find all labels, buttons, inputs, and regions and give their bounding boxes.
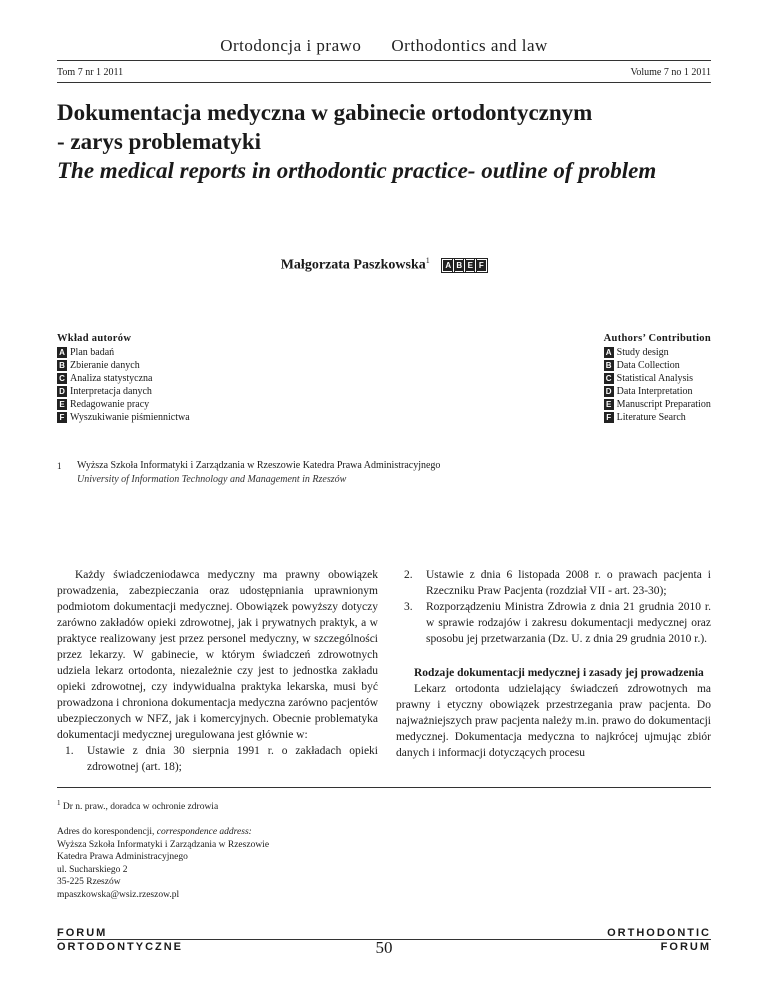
contribution-label: Statistical Analysis xyxy=(616,373,694,384)
page-number: 50 xyxy=(375,938,393,957)
footnote-number: 1 xyxy=(57,799,61,807)
title-pl-line2: - zarys problematyki xyxy=(57,129,262,154)
volume-pl: Tom 7 nr 1 2011 xyxy=(57,67,124,78)
contribution-label: Manuscript Preparation xyxy=(616,399,711,410)
affiliation xyxy=(57,459,711,489)
footnote xyxy=(57,799,218,812)
badge-icon: C xyxy=(604,373,614,384)
badge-icon: E xyxy=(604,399,614,410)
address-line: Wyższa Szkoła Informatyki i Zarządzania w Rzeszowie xyxy=(57,839,270,850)
meta-rule xyxy=(57,82,711,83)
contribution-en-item xyxy=(604,359,711,372)
contribution-label: Study design xyxy=(616,347,669,358)
author-name: Małgorzata Paszkowska xyxy=(280,257,426,273)
address-label-en: correspondence address: xyxy=(156,827,252,837)
body-paragraph: Każdy świadczeniodawca medyczny ma prawny obowiązek prowadzenia, zabezpieczania oraz udostępniania uprawnionym podmiotom dokumentacji medycznej. Obowiązek powyższy dotyczy zarówno zakładów opieki zdrowotnej, jak i prywatnych praktyk, a w praktyce realizowany jest przez personel medyczny, w szczególności przez lekarzy. W gabinecie, w którym świadczeń zdrowotnych udziela lekarz ortodonta, niezależnie czy jest to jednostka zakładu opieki zdrowotnej, czy indywidualna praktyka lekarska, musi być prowadzona i chroniona dokumentacja medyczna zarówno pacjentów ubezpieczonych w NFZ, jak i komercyjnych. Obecnie problematyka dokumentacji medycznej uregulowana jest głównie w: xyxy=(57,569,378,741)
list-text: Ustawie z dnia 6 listopada 2008 r. o prawach pacjenta i Rzeczniku Praw Pacjenta (rozdział VII - art. 23-30); xyxy=(426,569,711,597)
badge-icon: D xyxy=(604,386,614,397)
badge-icon: F xyxy=(604,412,614,423)
author-line xyxy=(0,256,768,274)
body-column-right xyxy=(396,567,711,761)
contribution-pl-item xyxy=(57,346,190,359)
volume-en: Volume 7 no 1 2011 xyxy=(630,67,711,78)
title-en: The medical reports in orthodontic practice- outline of problem xyxy=(57,158,657,183)
footer-journal-pl-line2: ORTODONTYCZNE xyxy=(57,941,184,953)
badge-icon: F xyxy=(57,412,67,423)
badge-icon: D xyxy=(57,386,67,397)
badge-icon: B xyxy=(57,360,67,371)
contribution-label: Plan badań xyxy=(70,347,115,358)
contribution-en-heading: Authors’ Contribution xyxy=(603,333,711,344)
legislation-list xyxy=(57,743,378,775)
list-item xyxy=(396,599,711,647)
contribution-en xyxy=(604,332,711,424)
header-rule xyxy=(57,60,711,61)
contribution-en-item xyxy=(604,372,711,385)
contribution-label: Zbieranie danych xyxy=(70,360,140,371)
badge-e-icon: E xyxy=(465,260,475,271)
list-number: 1. xyxy=(65,745,74,757)
contribution-pl-item xyxy=(57,385,190,398)
contribution-pl-item xyxy=(57,359,190,372)
list-text: Rozporządzeniu Ministra Zdrowia z dnia 21 grudnia 2010 r. w sprawie rodzajów i zakresu dokumentacji medycznej oraz sposobu jej przetwarzania (Dz. U. z dnia 29 grudnia 2010 r.). xyxy=(426,601,711,645)
contribution-label: Literature Search xyxy=(616,412,686,423)
contribution-en-item xyxy=(604,385,711,398)
list-item xyxy=(396,567,711,599)
author-affil-ref: 1 xyxy=(425,256,430,265)
contribution-label: Data Collection xyxy=(616,360,680,371)
legislation-list-continued xyxy=(396,567,711,647)
affiliation-pl: Wyższa Szkoła Informatyki i Zarządzania w Rzeszowie Katedra Prawa Administracyjnego xyxy=(77,460,441,471)
affiliation-number: 1 xyxy=(57,461,62,471)
running-head xyxy=(0,36,768,56)
contribution-en-item xyxy=(604,346,711,359)
section-heading xyxy=(396,665,711,681)
badge-f-icon: F xyxy=(476,260,486,271)
contribution-label: Data Interpretation xyxy=(616,386,693,397)
address-line: Katedra Prawa Administracyjnego xyxy=(57,852,188,862)
badge-icon: B xyxy=(604,360,614,371)
footer-journal-pl-line1: FORUM xyxy=(57,927,108,939)
section-heading-text: Rodzaje dokumentacji medycznej i zasady jej prowadzenia xyxy=(414,667,704,679)
contribution-pl-item xyxy=(57,411,190,424)
running-head-en: Orthodontics and law xyxy=(391,36,548,55)
contribution-label: Redagowanie pracy xyxy=(70,399,150,410)
badge-a-icon: A xyxy=(443,260,453,271)
footer-journal-en-line2: FORUM xyxy=(660,941,711,953)
body-column-left xyxy=(57,567,378,775)
contribution-pl xyxy=(57,332,190,424)
contribution-pl-item xyxy=(57,398,190,411)
contribution-label: Wyszukiwanie piśmiennictwa xyxy=(70,412,190,423)
footer-journal-en-line1: ORTHODONTIC xyxy=(607,927,711,939)
badge-icon: E xyxy=(57,399,67,410)
address-line: 35-225 Rzeszów xyxy=(57,877,121,887)
address-label-pl: Adres do korespondencji, xyxy=(57,827,155,837)
badge-icon: C xyxy=(57,373,67,384)
address-email: mpaszkowska@wsiz.rzeszow.pl xyxy=(57,889,180,900)
contribution-label: Analiza statystyczna xyxy=(70,373,153,384)
author-contribution-badges xyxy=(443,258,487,273)
badge-icon: A xyxy=(57,347,67,358)
address-line: ul. Sucharskiego 2 xyxy=(57,864,128,875)
title-pl-line1: Dokumentacja medyczna w gabinecie ortodontycznym xyxy=(57,100,593,125)
body-paragraph: Lekarz ortodonta udzielający świadczeń zdrowotnych ma prawny i etyczny obowiązek przestrzegania praw pacjenta. Do najważniejszych praw pacjenta należy m.in. prawo do dokumentacji medycznej. Dokumentacja medyczna to najkrócej ujmując zbiór danych i informacji dotyczących procesu xyxy=(396,683,711,759)
badge-b-icon: B xyxy=(454,260,464,271)
contribution-pl-heading: Wkład autorów xyxy=(57,333,132,344)
footnote-text: Dr n. praw., doradca w ochronie zdrowia xyxy=(62,802,219,813)
contribution-pl-item xyxy=(57,372,190,385)
correspondence-address xyxy=(57,826,269,901)
contribution-label: Interpretacja danych xyxy=(70,386,152,397)
list-text: Ustawie z dnia 30 sierpnia 1991 r. o zakładach opieki zdrowotnej (art. 18); xyxy=(87,745,378,773)
address-label xyxy=(57,826,269,839)
footnote-rule xyxy=(57,787,711,788)
list-number: 2. xyxy=(404,569,413,581)
article-title xyxy=(57,98,737,185)
list-number: 3. xyxy=(404,601,413,613)
badge-icon: A xyxy=(604,347,614,358)
contribution-en-item xyxy=(604,411,711,424)
list-item xyxy=(57,743,378,775)
running-head-pl: Ortodoncja i prawo xyxy=(220,36,362,55)
contribution-en-item xyxy=(604,398,711,411)
affiliation-en: University of Information Technology and Management in Rzeszów xyxy=(77,474,347,485)
